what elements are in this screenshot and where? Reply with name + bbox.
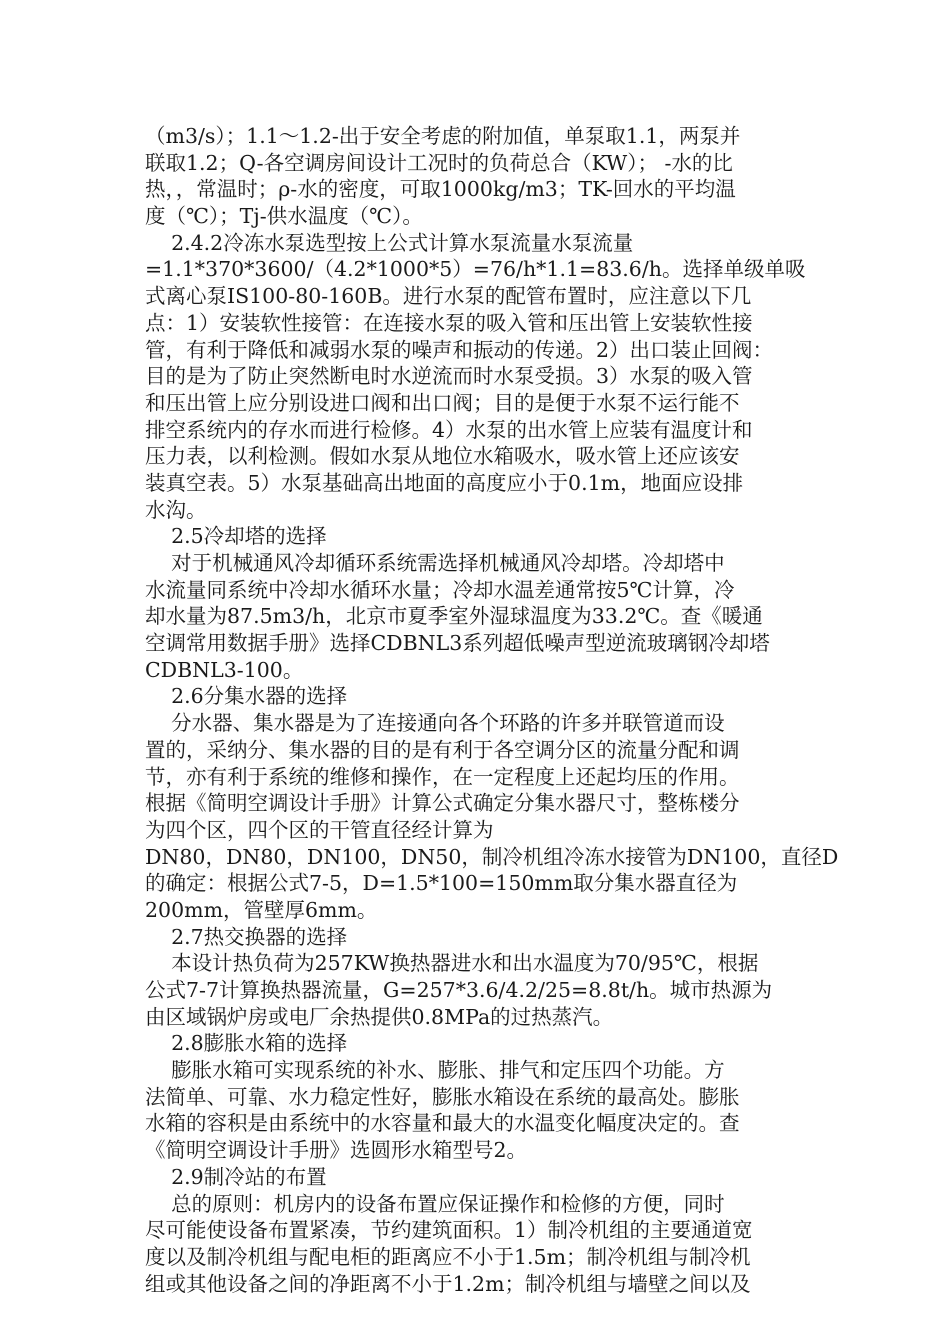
text-line: =1.1*370*3600/（4.2*1000*5）=76/h*1.1=83.6/h。选择单级单吸 bbox=[145, 257, 806, 282]
text-line: 水沟。 bbox=[145, 497, 207, 522]
text-line: 对于机械通风冷却循环系统需选择机械通风冷却塔。冷却塔中 bbox=[145, 551, 725, 575]
text-line: 却水量为87.5m3/h，北京市夏季室外湿球温度为33.2℃。查《暖通 bbox=[145, 604, 763, 629]
text-line: 管，有利于降低和减弱水泵的噪声和振动的传递。2）出口装止回阀： bbox=[145, 337, 774, 362]
body-text bbox=[145, 123, 839, 1297]
text-line: 式离心泵IS100-80-160B。进行水泵的配管布置时，应注意以下几 bbox=[145, 284, 752, 309]
text-line: DN80，DN80，DN100，DN50，制冷机组冷冻水接管为DN100，直径D bbox=[145, 844, 839, 869]
text-line: 公式7-7计算换热器流量，G=257*3.6/4.2/25=8.8t/h。城市热源为 bbox=[145, 978, 773, 1002]
text-line: （m3/s）；1.1～1.2-出于安全考虑的附加值，单泵取1.1，两泵并 bbox=[145, 124, 741, 148]
text-line: 目的是为了防止突然断电时水逆流而时水泵受损。3）水泵的吸入管 bbox=[145, 364, 753, 389]
text-line: 2.4.2冷冻水泵选型按上公式计算水泵流量水泵流量 bbox=[145, 230, 634, 255]
text-line: 水流量同系统中冷却水循环水量；冷却水温差通常按5℃计算，冷 bbox=[145, 577, 735, 602]
text-line: 分水器、集水器是为了连接通向各个环路的许多并联管道而设 bbox=[145, 711, 725, 736]
text-line: 组或其他设备之间的净距离不小于1.2m；制冷机组与墙壁之间以及 bbox=[145, 1271, 751, 1296]
text-line: 空调常用数据手册》选择CDBNL3系列超低噪声型逆流玻璃钢冷却塔 bbox=[145, 631, 770, 656]
section-heading: 2.7热交换器的选择 bbox=[145, 924, 348, 949]
section-heading: 2.6分集水器的选择 bbox=[145, 684, 348, 709]
text-line: 热，，常温时；ρ-水的密度，可取1000kg/m3；TK-回水的平均温 bbox=[145, 177, 736, 202]
text-line: 《简明空调设计手册》选圆形水箱型号2。 bbox=[145, 1138, 528, 1163]
text-line: 200mm，管壁厚6mm。 bbox=[145, 897, 378, 922]
text-line: 度（℃）；Tj-供水温度（℃）。 bbox=[145, 204, 423, 229]
text-line: 根据《简明空调设计手册》计算公式确定分集水器尺寸，整栋楼分 bbox=[145, 791, 740, 816]
text-line: 本设计热负荷为257KW换热器进水和出水温度为70/95℃，根据 bbox=[145, 951, 759, 976]
text-line: 膨胀水箱可实现系统的补水、膨胀、排气和定压四个功能。方 bbox=[145, 1058, 725, 1083]
text-line: 尽可能使设备布置紧凑，节约建筑面积。1）制冷机组的主要通道宽 bbox=[145, 1218, 753, 1243]
text-line: 联取1.2；Q-各空调房间设计工况时的负荷总合（KW）； -水的比 bbox=[145, 150, 733, 175]
text-line: 水箱的容积是由系统中的水容量和最大的水温变化幅度决定的。查 bbox=[145, 1111, 740, 1136]
section-heading: 2.9制冷站的布置 bbox=[145, 1164, 327, 1189]
text-line: 和压出管上应分别设进口阀和出口阀；目的是便于水泵不运行能不 bbox=[145, 390, 740, 415]
text-line: CDBNL3-100。 bbox=[145, 657, 304, 682]
text-line: 为四个区，四个区的干管直径经计算为 bbox=[145, 817, 494, 842]
text-line: 由区域锅炉房或电厂余热提供0.8MPa的过热蒸汽。 bbox=[145, 1004, 614, 1029]
section-heading: 2.8膨胀水箱的选择 bbox=[145, 1031, 348, 1056]
text-line: 法简单、可靠、水力稳定性好，膨胀水箱设在系统的最高处。膨胀 bbox=[145, 1084, 740, 1109]
text-line: 置的，采纳分、集水器的目的是有利于各空调分区的流量分配和调 bbox=[145, 737, 740, 762]
text-line: 度以及制冷机组与配电柜的距离应不小于1.5m；制冷机组与制冷机 bbox=[145, 1244, 751, 1269]
text-line: 总的原则：机房内的设备布置应保证操作和检修的方便，同时 bbox=[145, 1191, 725, 1216]
text-line: 排空系统内的存水而进行检修。4）水泵的出水管上应装有温度计和 bbox=[145, 417, 753, 442]
text-line: 点：1）安装软性接管：在连接水泵的吸入管和压出管上安装软性接 bbox=[145, 310, 753, 335]
section-heading: 2.5冷却塔的选择 bbox=[145, 524, 327, 549]
text-line: 装真空表。5）水泵基础高出地面的高度应小于0.1m，地面应设排 bbox=[145, 470, 744, 495]
text-line: 节，亦有利于系统的维修和操作，在一定程度上还起均压的作用。 bbox=[145, 764, 740, 789]
text-line: 的确定：根据公式7-5，D=1.5*100=150mm取分集水器直径为 bbox=[145, 871, 738, 896]
text-line: 压力表，以利检测。假如水泵从地位水箱吸水，吸水管上还应该安 bbox=[145, 444, 740, 469]
